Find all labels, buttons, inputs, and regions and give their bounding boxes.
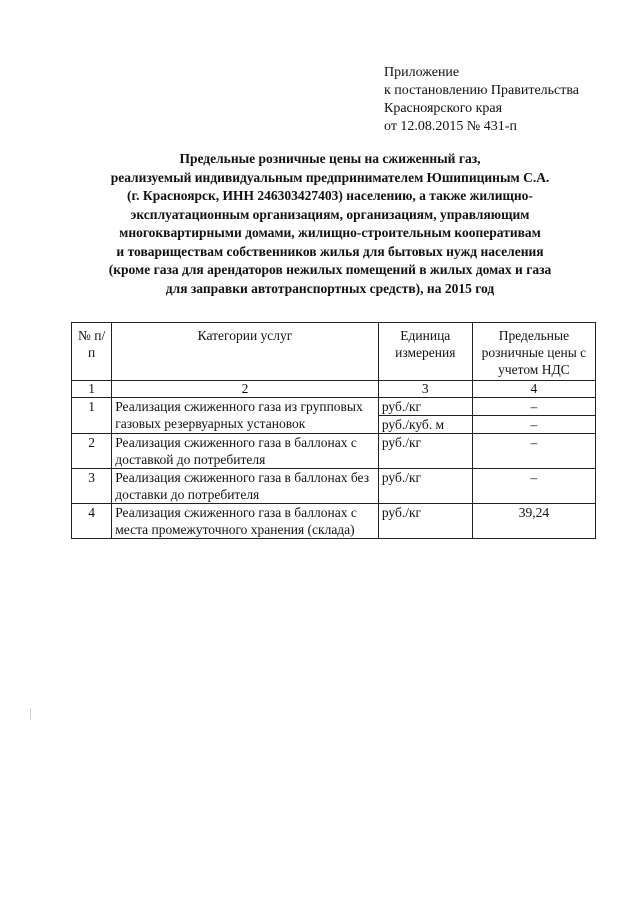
header-price: Предельные розничные цены с учетом НДС — [472, 323, 595, 381]
row-unit: руб./кг — [378, 469, 472, 504]
row-unit: руб./кг — [378, 434, 472, 469]
row-price: – — [472, 416, 595, 434]
appendix-line: Красноярского края — [384, 101, 503, 116]
title-line: (кроме газа для арендаторов нежилых помещений в жилых домах и газа — [108, 262, 552, 277]
row-price: – — [472, 434, 595, 469]
column-number: 3 — [378, 381, 472, 398]
row-category: Реализация сжиженного газа в баллонах без доставки до потребителя — [112, 469, 379, 504]
header-category: Категории услуг — [112, 323, 379, 381]
row-category: Реализация сжиженного газа в баллонах с доставкой до потребителя — [112, 434, 379, 469]
column-number: 1 — [72, 381, 112, 398]
table-header-row — [72, 323, 596, 381]
table-row — [72, 469, 596, 504]
row-number: 4 — [72, 504, 112, 539]
row-price: – — [472, 398, 595, 416]
row-unit: руб./кг — [378, 398, 472, 416]
title-line: Предельные розничные цены на сжиженный газ, — [179, 151, 481, 166]
row-unit: руб./кг — [378, 504, 472, 539]
column-number: 4 — [472, 381, 595, 398]
title-line: (г. Красноярск, ИНН 246303427403) населению, а также жилищно- — [127, 188, 533, 203]
row-price: 39,24 — [472, 504, 595, 539]
appendix-line: от 12.08.2015 № 431-п — [384, 119, 517, 134]
column-number-row — [72, 381, 596, 398]
row-number: 3 — [72, 469, 112, 504]
header-number: № п/п — [72, 323, 112, 381]
appendix-line: Приложение — [384, 65, 460, 80]
title-line: для заправки автотранспортных средств), на 2015 год — [165, 280, 495, 296]
document-title — [70, 150, 590, 298]
row-unit: руб./куб. м — [378, 416, 472, 434]
table-row — [72, 504, 596, 539]
row-category: Реализация сжиженного газа в баллонах с места промежуточного хранения (склада) — [112, 504, 379, 539]
row-number: 2 — [72, 434, 112, 469]
appendix-reference — [384, 64, 579, 136]
title-line: и товариществам собственников жилья для бытовых нужд населения — [116, 243, 544, 259]
title-line: реализуемый индивидуальным предпринимателем Юшипициным С.А. — [110, 169, 550, 185]
scan-mark — [30, 708, 31, 720]
appendix-line: к постановлению Правительства — [384, 83, 580, 98]
table-row — [72, 434, 596, 469]
header-unit: Единица измерения — [378, 323, 472, 381]
row-number: 1 — [72, 398, 112, 434]
column-number: 2 — [112, 381, 379, 398]
title-line: эксплуатационным организациям, организациям, управляющим — [130, 206, 530, 222]
row-price: – — [472, 469, 595, 504]
table-row — [72, 398, 596, 416]
row-category: Реализация сжиженного газа из групповых газовых резервуарных установок — [112, 398, 379, 434]
title-line: многоквартирными домами, жилищно-строительным кооперативам — [119, 225, 541, 240]
price-table — [71, 322, 596, 539]
